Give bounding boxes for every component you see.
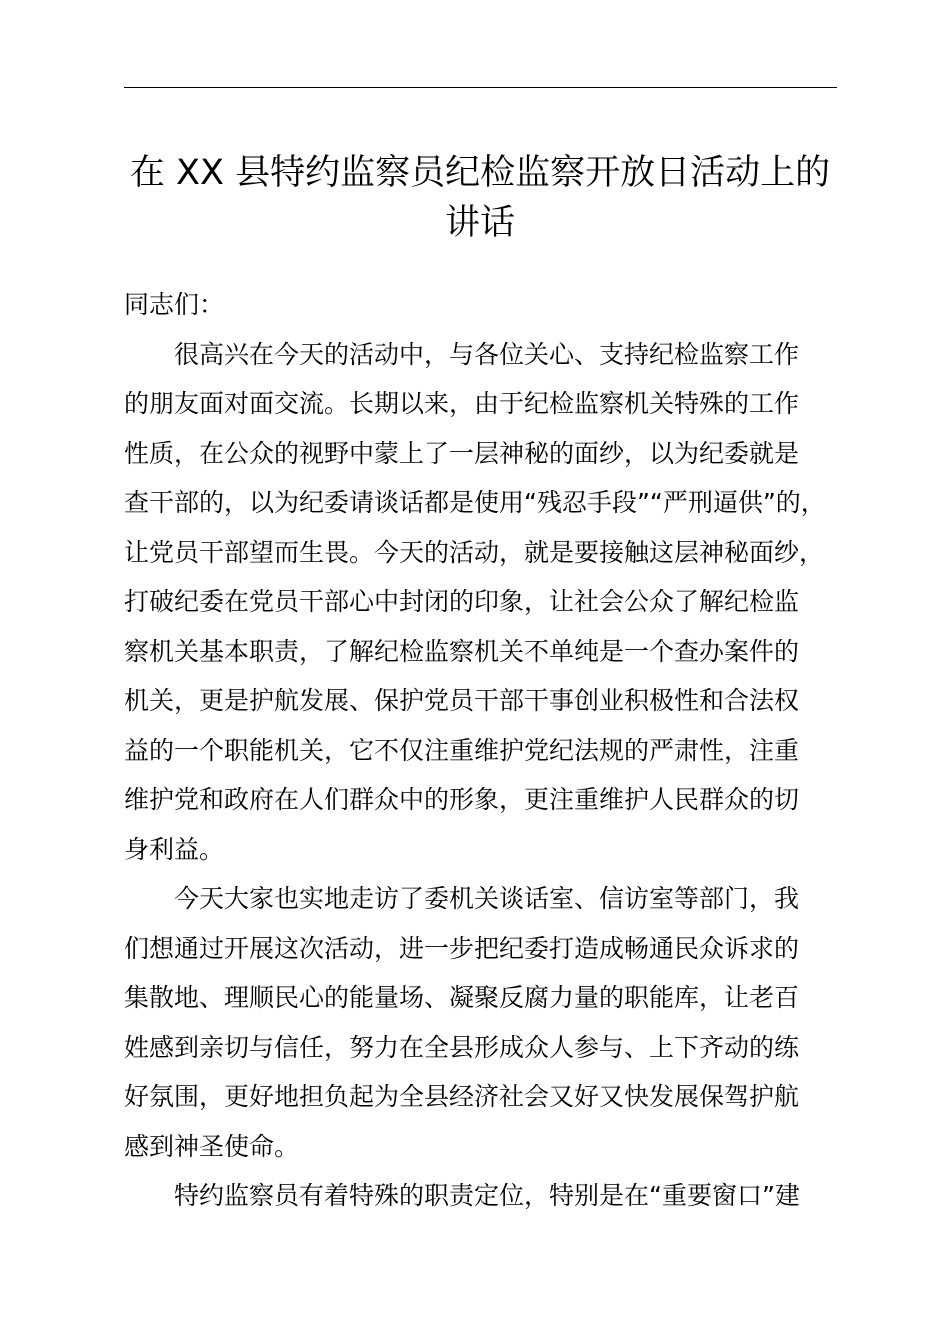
header-rule bbox=[124, 87, 837, 88]
paragraph-2 bbox=[124, 874, 836, 1171]
paragraph-line: 让党员干部望而生畏。今天的活动，就是要接触这层神秘面纱， bbox=[124, 537, 825, 567]
paragraph-3 bbox=[124, 1171, 836, 1221]
paragraph-line: 的朋友面对面交流。长期以来，由于纪检监察机关特殊的工作 bbox=[124, 389, 800, 418]
paragraph-line: 集散地、理顺民心的能量场、凝聚反腐力量的职能库，让老百 bbox=[124, 983, 800, 1012]
paragraph-line: 感到神圣使命。 bbox=[124, 1131, 300, 1161]
paragraph-1 bbox=[124, 330, 836, 875]
paragraph-line: 身利益。 bbox=[124, 834, 225, 864]
paragraph-line: 查干部的，以为纪委请谈话都是使用“残忍手段”“严刑逼供”的， bbox=[124, 488, 826, 517]
paragraph-line: 今天大家也实地走访了委机关谈话室、信访室等部门，我 bbox=[174, 884, 800, 913]
document-body bbox=[124, 280, 836, 1221]
paragraph-line: 益的一个职能机关，它不仅注重维护党纪法规的严肃性，注重 bbox=[124, 735, 800, 765]
title-line: 在 XX 县特约监察员纪检监察开放日活动上的 bbox=[129, 153, 831, 193]
paragraph-line: 特约监察员有着特殊的职责定位，特别是在“重要窗口”建 bbox=[174, 1181, 800, 1210]
paragraph-line: 性质，在公众的视野中蒙上了一层神秘的面纱，以为纪委就是 bbox=[124, 438, 800, 468]
salutation: 同志们： bbox=[124, 290, 225, 319]
paragraph-line: 察机关基本职责，了解纪检监察机关不单纯是一个查办案件的 bbox=[124, 636, 800, 666]
title-line: 讲话 bbox=[444, 203, 515, 243]
paragraph-line: 维护党和政府在人们群众中的形象，更注重维护人民群众的切 bbox=[124, 785, 800, 814]
paragraph-line: 们想通过开展这次活动，进一步把纪委打造成畅通民众诉求的 bbox=[124, 933, 800, 963]
paragraph-line: 机关，更是护航发展、保护党员干部干事创业积极性和合法权 bbox=[124, 686, 800, 715]
paragraph-line: 姓感到亲切与信任，努力在全县形成众人参与、上下齐动的练 bbox=[124, 1032, 800, 1062]
document-title bbox=[100, 148, 860, 248]
paragraph-line: 好氛围，更好地担负起为全县经济社会又好又快发展保驾护航 bbox=[124, 1082, 800, 1111]
paragraph-line: 很高兴在今天的活动中，与各位关心、支持纪检监察工作 bbox=[174, 339, 800, 369]
paragraph-line: 打破纪委在党员干部心中封闭的印象，让社会公众了解纪检监 bbox=[124, 587, 800, 616]
